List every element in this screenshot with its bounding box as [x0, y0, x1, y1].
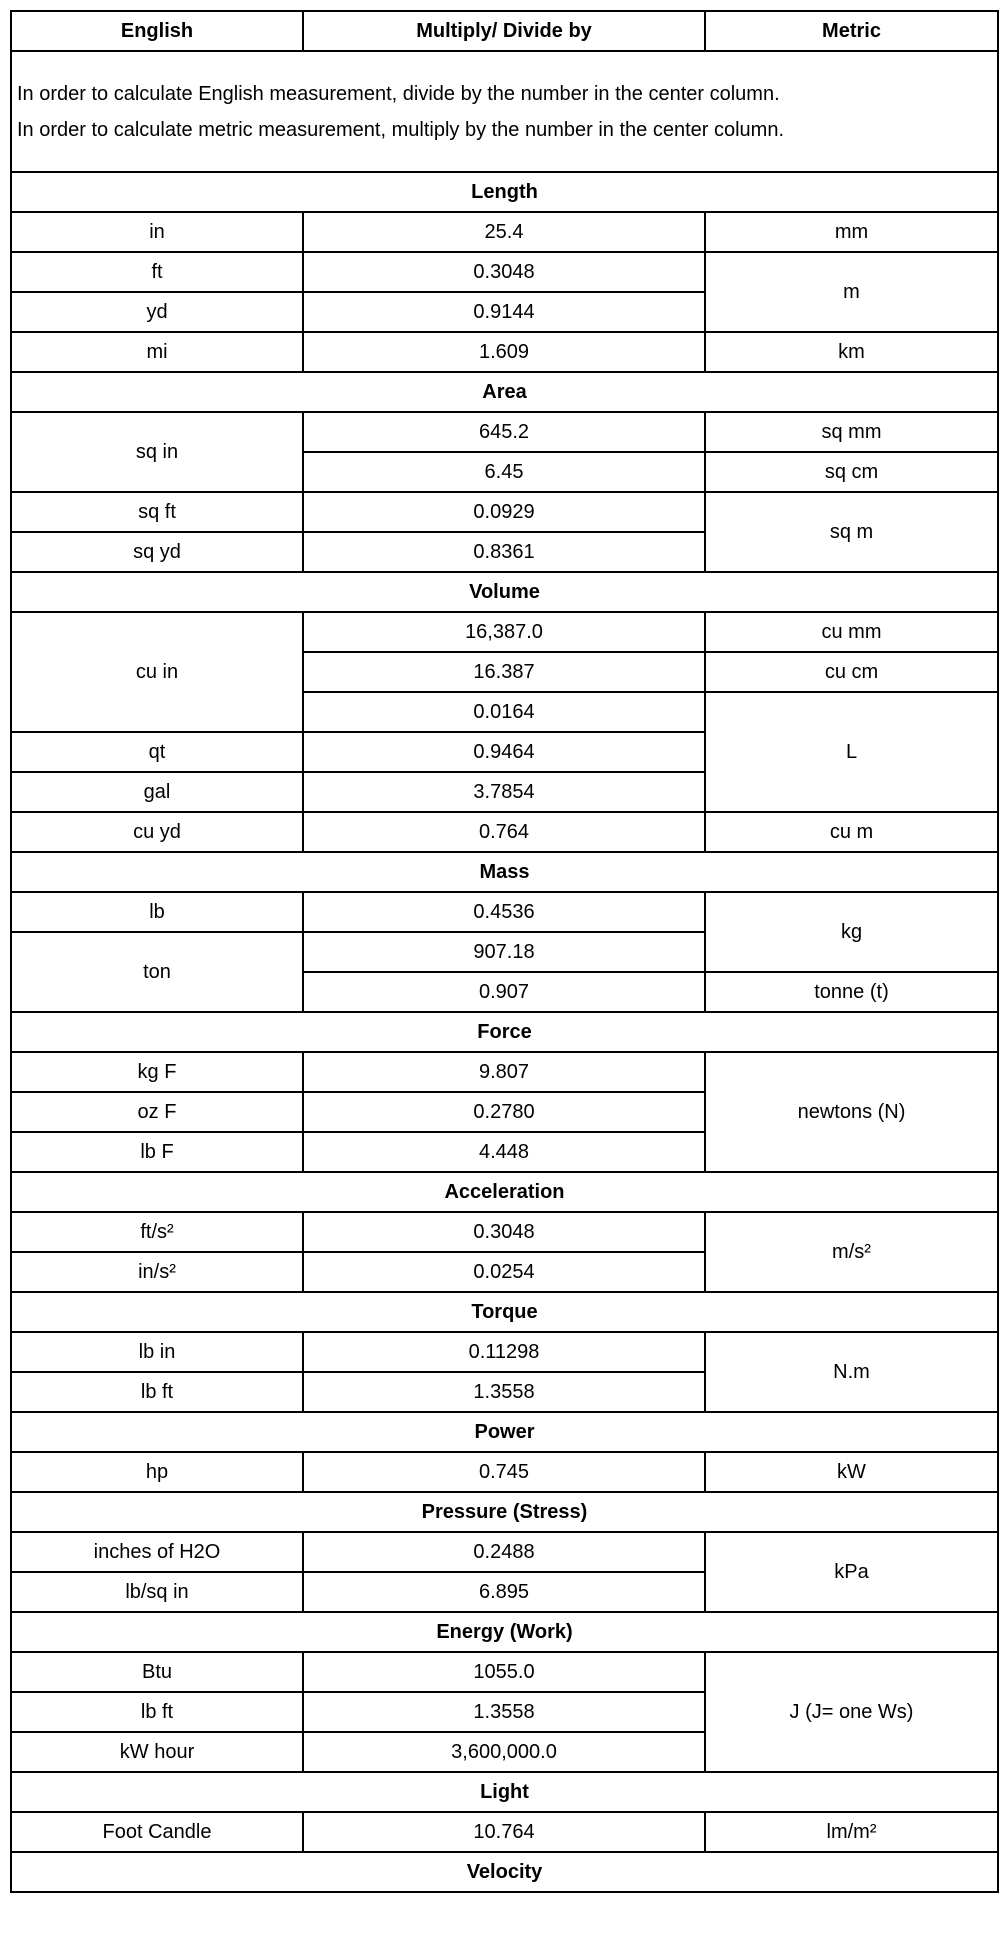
section-power: Power — [11, 1412, 998, 1452]
metric-unit: sq cm — [705, 452, 998, 492]
metric-unit: sq mm — [705, 412, 998, 452]
english-unit: ft/s² — [11, 1212, 303, 1252]
english-unit: lb F — [11, 1132, 303, 1172]
english-unit: inches of H2O — [11, 1532, 303, 1572]
table-row — [11, 492, 998, 532]
section-row — [11, 1292, 998, 1332]
section-row — [11, 1412, 998, 1452]
table-row — [11, 1332, 998, 1372]
english-unit: kW hour — [11, 1732, 303, 1772]
metric-unit: N.m — [705, 1332, 998, 1412]
english-unit: ton — [11, 932, 303, 1012]
metric-unit: cu cm — [705, 652, 998, 692]
section-pressure: Pressure (Stress) — [11, 1492, 998, 1532]
metric-unit: L — [705, 692, 998, 812]
table-row — [11, 1812, 998, 1852]
section-light: Light — [11, 1772, 998, 1812]
section-row — [11, 1772, 998, 1812]
metric-unit: tonne (t) — [705, 972, 998, 1012]
english-unit: kg F — [11, 1052, 303, 1092]
factor-value: 6.45 — [303, 452, 705, 492]
section-length: Length — [11, 172, 998, 212]
table-row — [11, 252, 998, 292]
english-unit: lb in — [11, 1332, 303, 1372]
section-row — [11, 1612, 998, 1652]
english-unit: qt — [11, 732, 303, 772]
factor-value: 4.448 — [303, 1132, 705, 1172]
section-energy: Energy (Work) — [11, 1612, 998, 1652]
metric-unit: m — [705, 252, 998, 332]
factor-value: 0.3048 — [303, 1212, 705, 1252]
english-unit: cu yd — [11, 812, 303, 852]
factor-value: 16,387.0 — [303, 612, 705, 652]
english-unit: gal — [11, 772, 303, 812]
section-mass: Mass — [11, 852, 998, 892]
metric-unit: mm — [705, 212, 998, 252]
section-area: Area — [11, 372, 998, 412]
factor-value: 0.9144 — [303, 292, 705, 332]
table-row — [11, 1452, 998, 1492]
metric-unit: cu m — [705, 812, 998, 852]
english-unit: sq ft — [11, 492, 303, 532]
section-row — [11, 1492, 998, 1532]
table-row — [11, 1532, 998, 1572]
intro-text — [11, 51, 998, 172]
section-row — [11, 1012, 998, 1052]
factor-value: 0.0254 — [303, 1252, 705, 1292]
factor-value: 10.764 — [303, 1812, 705, 1852]
factor-value: 0.8361 — [303, 532, 705, 572]
section-acceleration: Acceleration — [11, 1172, 998, 1212]
table-row — [11, 1212, 998, 1252]
factor-value: 16.387 — [303, 652, 705, 692]
english-unit: lb ft — [11, 1692, 303, 1732]
factor-value: 0.11298 — [303, 1332, 705, 1372]
factor-value: 9.807 — [303, 1052, 705, 1092]
section-volume: Volume — [11, 572, 998, 612]
factor-value: 0.745 — [303, 1452, 705, 1492]
factor-value: 0.2488 — [303, 1532, 705, 1572]
factor-value: 1.3558 — [303, 1372, 705, 1412]
factor-value: 0.9464 — [303, 732, 705, 772]
metric-unit: kW — [705, 1452, 998, 1492]
section-row — [11, 1852, 998, 1892]
metric-unit: m/s² — [705, 1212, 998, 1292]
section-torque: Torque — [11, 1292, 998, 1332]
english-unit: lb — [11, 892, 303, 932]
factor-value: 0.0929 — [303, 492, 705, 532]
factor-value: 1.609 — [303, 332, 705, 372]
metric-unit: cu mm — [705, 612, 998, 652]
intro-row — [11, 51, 998, 172]
factor-value: 907.18 — [303, 932, 705, 972]
english-unit: ft — [11, 252, 303, 292]
intro-line-english: In order to calculate English measurement, divide by the number in the center column. — [17, 82, 780, 105]
factor-value: 0.2780 — [303, 1092, 705, 1132]
factor-value: 3.7854 — [303, 772, 705, 812]
table-row — [11, 1652, 998, 1692]
intro-line-metric: In order to calculate metric measurement, multiply by the number in the center column. — [17, 118, 785, 141]
factor-value: 645.2 — [303, 412, 705, 452]
section-row — [11, 572, 998, 612]
header-factor: Multiply/ Divide by — [303, 11, 705, 51]
factor-value: 0.907 — [303, 972, 705, 1012]
metric-unit: km — [705, 332, 998, 372]
table-row — [11, 332, 998, 372]
header-english: English — [11, 11, 303, 51]
factor-value: 3,600,000.0 — [303, 1732, 705, 1772]
factor-value: 0.4536 — [303, 892, 705, 932]
table-row — [11, 612, 998, 652]
metric-unit: kg — [705, 892, 998, 972]
metric-unit: lm/m² — [705, 1812, 998, 1852]
header-metric: Metric — [705, 11, 998, 51]
factor-value: 0.0164 — [303, 692, 705, 732]
section-row — [11, 172, 998, 212]
english-unit: Btu — [11, 1652, 303, 1692]
english-unit: lb/sq in — [11, 1572, 303, 1612]
section-row — [11, 372, 998, 412]
section-row — [11, 852, 998, 892]
english-unit: mi — [11, 332, 303, 372]
factor-value: 25.4 — [303, 212, 705, 252]
metric-unit: newtons (N) — [705, 1052, 998, 1172]
metric-unit: sq m — [705, 492, 998, 572]
english-unit: sq in — [11, 412, 303, 492]
factor-value: 0.764 — [303, 812, 705, 852]
header-row — [11, 11, 998, 51]
english-unit: yd — [11, 292, 303, 332]
english-unit: sq yd — [11, 532, 303, 572]
table-row — [11, 812, 998, 852]
table-row — [11, 1052, 998, 1092]
english-unit: in/s² — [11, 1252, 303, 1292]
metric-unit: J (J= one Ws) — [705, 1652, 998, 1772]
factor-value: 1.3558 — [303, 1692, 705, 1732]
english-unit: lb ft — [11, 1372, 303, 1412]
section-velocity: Velocity — [11, 1852, 998, 1892]
english-unit: Foot Candle — [11, 1812, 303, 1852]
table-row — [11, 892, 998, 932]
factor-value: 6.895 — [303, 1572, 705, 1612]
table-row — [11, 212, 998, 252]
english-unit: hp — [11, 1452, 303, 1492]
english-unit: oz F — [11, 1092, 303, 1132]
english-unit: cu in — [11, 612, 303, 732]
metric-unit: kPa — [705, 1532, 998, 1612]
factor-value: 1055.0 — [303, 1652, 705, 1692]
table-row — [11, 412, 998, 452]
section-force: Force — [11, 1012, 998, 1052]
conversion-table — [10, 10, 999, 1893]
section-row — [11, 1172, 998, 1212]
english-unit: in — [11, 212, 303, 252]
factor-value: 0.3048 — [303, 252, 705, 292]
